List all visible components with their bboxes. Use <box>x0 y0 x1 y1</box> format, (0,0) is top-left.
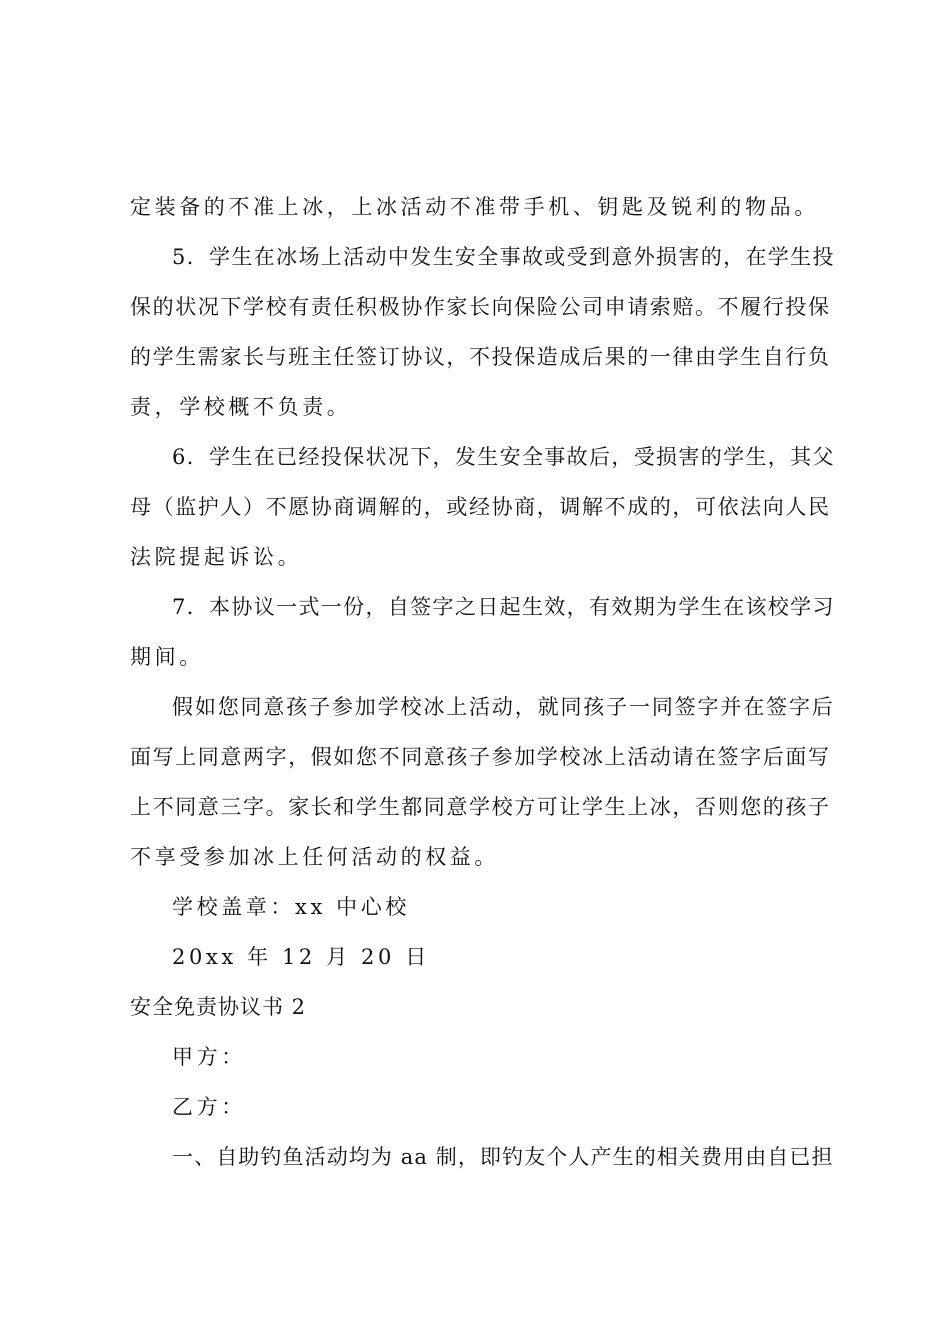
school-seal-line: 学校盖章：xx 中心校 <box>172 895 410 919</box>
text-line: 母（监护人）不愿协商调解的，或经协商，调解不成的，可依法向人民 <box>130 495 831 519</box>
text-line: 责，学校概不负责。 <box>130 395 352 419</box>
section-title: 安全免责协议书 2 <box>130 995 307 1019</box>
party-b-line: 乙方： <box>172 1095 246 1119</box>
text-line: 不享受参加冰上任何活动的权益。 <box>130 845 499 869</box>
text-line: 上不同意三字。家长和学生都同意学校方可让学生上冰，否则您的孩子 <box>130 795 831 819</box>
text-line: 的学生需家长与班主任签订协议，不投保造成后果的一律由学生自行负 <box>130 345 831 369</box>
clause-5-line: 5．学生在冰场上活动中发生安全事故或受到意外损害的，在学生投 <box>172 245 835 269</box>
article-1-line: 一、自助钓鱼活动均为 aa 制，即钓友个人产生的相关费用由自已担 <box>172 1145 834 1169</box>
clause-7-line: 7．本协议一式一份，自签字之日起生效，有效期为学生在该校学习 <box>172 595 835 619</box>
clause-6-line: 6．学生在已经投保状况下，发生安全事故后，受损害的学生，其父 <box>172 445 835 469</box>
text-line: 法院提起诉讼。 <box>130 545 303 569</box>
text-line: 定装备的不准上冰，上冰活动不准带手机、钥匙及锐利的物品。 <box>130 195 819 219</box>
consent-paragraph-line: 假如您同意孩子参加学校冰上活动，就同孩子一同签字并在签字后 <box>172 695 835 719</box>
text-line: 期间。 <box>130 645 204 669</box>
text-line: 保的状况下学校有责任积极协作家长向保险公司申请索赔。不履行投保 <box>130 295 831 319</box>
party-a-line: 甲方： <box>172 1045 246 1069</box>
date-line: 20xx 年 12 月 20 日 <box>172 945 430 969</box>
text-line: 面写上同意两字，假如您不同意孩子参加学校冰上活动请在签字后面写 <box>130 745 831 769</box>
